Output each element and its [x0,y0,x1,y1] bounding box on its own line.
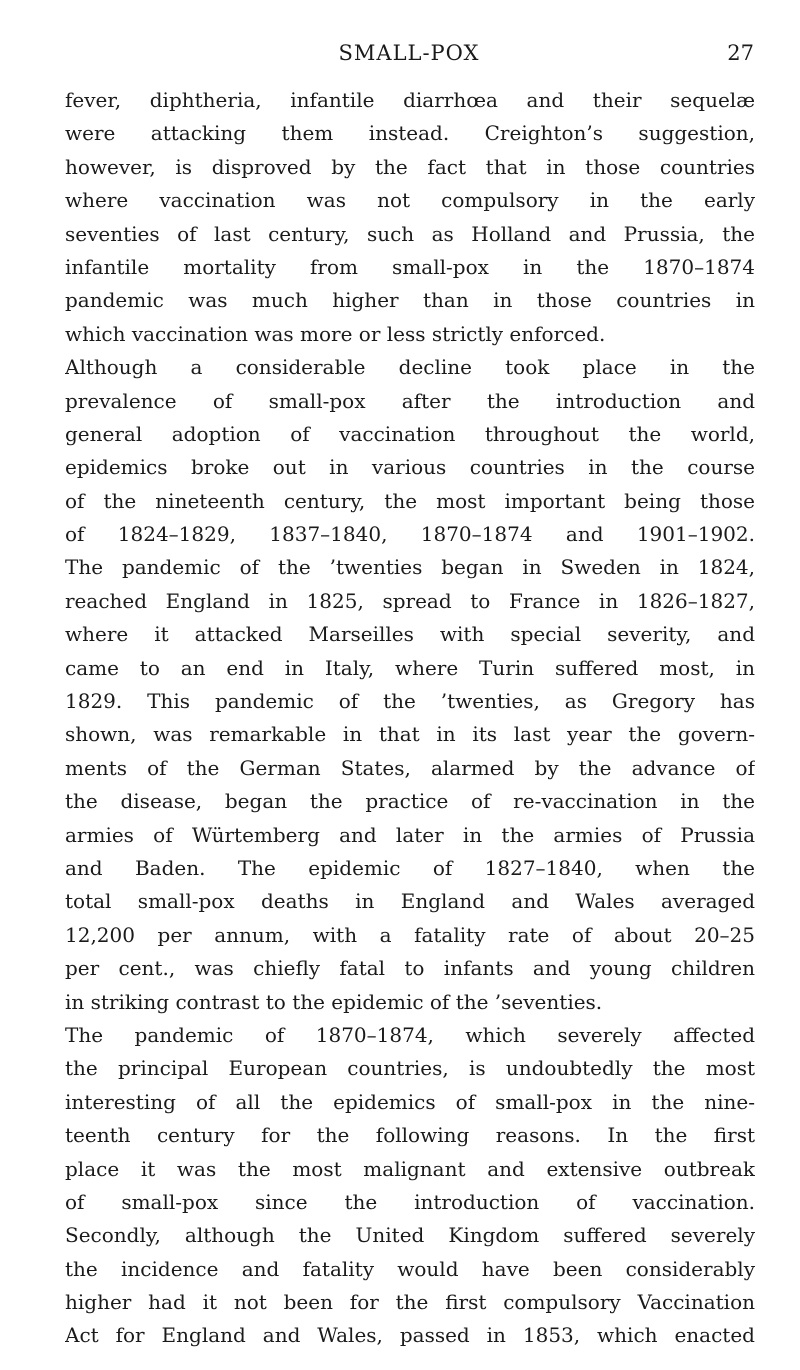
text-line: of the nineteenth century, the most important being those [65,488,755,513]
text-line: armies of Würtemberg and later in the armies of Prussia [65,822,755,847]
text-line: where vaccination was not compulsory in the early [65,188,755,213]
text-line: place it was the most malignant and extensive outbreak [65,1156,755,1181]
text-line: epidemics broke out in various countries in the course [65,455,755,480]
text-line: however, is disproved by the fact that in those countries [65,154,755,179]
text-line: general adoption of vaccination throughout the world, [65,421,755,446]
text-line: of small-pox since the introduction of vaccination. [65,1189,755,1214]
text-line: seventies of last century, such as Holland and Prussia, the [65,221,755,246]
text-line: interesting of all the epidemics of small-pox in the nine- [65,1089,755,1114]
text-line: the incidence and fatality would have been considerably [65,1256,755,1281]
running-title: SMALL-POX [338,41,480,65]
running-head [64,36,754,70]
text-line: per cent., was chiefly fatal to infants and young children [65,956,755,981]
text-line: the disease, began the practice of re-vaccination in the [65,789,755,814]
text-line: ments of the German States, alarmed by the advance of [65,755,755,780]
text-line: pandemic was much higher than in those countries in [65,288,755,313]
text-line: shown, was remarkable in that in its last year the govern- [65,722,755,747]
text-line: prevalence of small-pox after the introduction and [65,388,755,413]
text-line: The pandemic of the ’twenties began in Sweden in 1824, [65,555,755,580]
text-line: and Baden. The epidemic of 1827–1840, when the [65,855,755,880]
text-line: where it attacked Marseilles with special severity, and [65,622,755,647]
text-line: Although a considerable decline took place in the [65,355,755,380]
text-line: of 1824–1829, 1837–1840, 1870–1874 and 1901–1902. [65,522,755,547]
text-line: reached England in 1825, spread to France in 1826–1827, [65,588,755,613]
text-line: Secondly, although the United Kingdom suffered severely [65,1223,755,1248]
text-line: 12,200 per annum, with a fatality rate of about 20–25 [65,922,755,947]
text-line: higher had it not been for the first compulsory Vaccination [65,1290,755,1315]
text-line: Act for England and Wales, passed in 1853, which enacted [65,1323,755,1348]
text-line: infantile mortality from small-pox in the 1870–1874 [65,254,755,279]
text-line: teenth century for the following reasons. In the first [65,1123,755,1148]
text-line: 1829. This pandemic of the ’twenties, as Gregory has [65,689,755,714]
page-number: 27 [727,41,754,65]
text-line: total small-pox deaths in England and Wales averaged [65,889,755,914]
text-line: came to an end in Italy, where Turin suffered most, in [65,655,755,680]
text-line: the principal European countries, is undoubtedly the most [65,1056,755,1081]
body-text [65,84,755,1353]
text-line: were attacking them instead. Creighton’s suggestion, [65,121,755,146]
text-line: The pandemic of 1870–1874, which severely affected [65,1022,755,1047]
text-line: which vaccination was more or less strictly enforced. [65,321,606,346]
text-line: fever, diphtheria, infantile diarrhœa and their sequelæ [65,88,755,112]
text-line: in striking contrast to the epidemic of the ’seventies. [65,989,603,1014]
